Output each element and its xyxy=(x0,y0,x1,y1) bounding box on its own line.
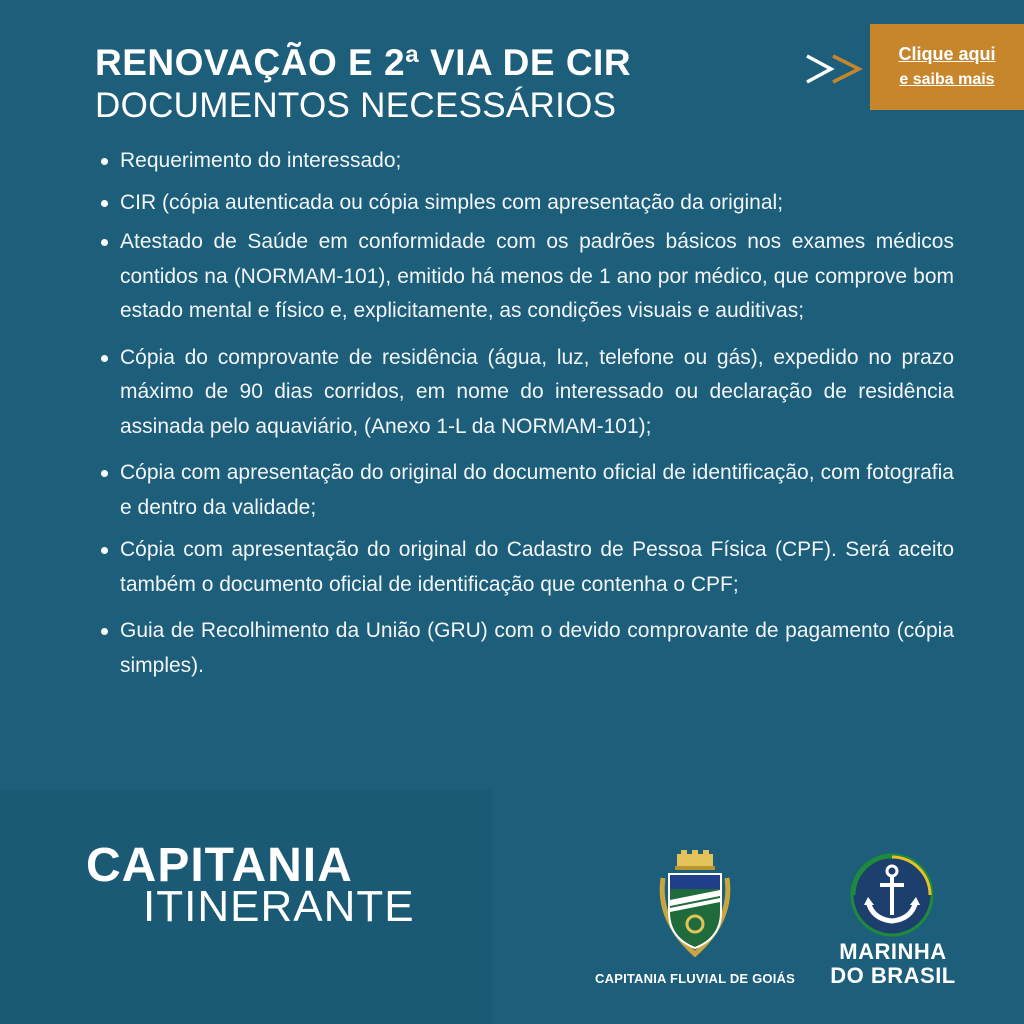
navy-name xyxy=(820,940,966,988)
capitania-crest-icon xyxy=(655,850,735,958)
brand-title-line2: ITINERANTE xyxy=(143,882,415,931)
navy-name-line2: DO BRASIL xyxy=(830,963,956,988)
list-item: Atestado de Saúde em conformidade com os padrões básicos nos exames médicos contidos na (NORMAM-101), emitido há menos de 1 ano por médico, que comprove bom estado mental e físico e, explicitamente, as condições visuais e auditivas; xyxy=(98,225,954,329)
list-item: Cópia com apresentação do original do documento oficial de identificação, com fotografia e dentro da validade; xyxy=(98,456,954,525)
list-item: Cópia do comprovante de residência (água, luz, telefone ou gás), expedido no prazo máximo de 90 dias corridos, em nome do interessado ou declaração de residência assinada pelo aquaviário, (Anexo 1-L da NORMAM-101); xyxy=(98,341,954,445)
list-item: Cópia com apresentação do original do Cadastro de Pessoa Física (CPF). Será aceito também o documento oficial de identificação que contenha o CPF; xyxy=(98,533,954,602)
learn-more-line1: Clique aqui xyxy=(898,44,996,64)
list-item: Guia de Recolhimento da União (GRU) com o devido comprovante de pagamento (cópia simples). xyxy=(98,614,954,683)
navy-name-line1: MARINHA xyxy=(839,939,947,964)
list-item: Requerimento do interessado; xyxy=(98,144,954,179)
page-title: RENOVAÇÃO E 2ª VIA DE CIR xyxy=(95,42,632,83)
page-subtitle: DOCUMENTOS NECESSÁRIOS xyxy=(95,86,617,125)
list-item: CIR (cópia autenticada ou cópia simples com apresentação da original; xyxy=(98,186,954,221)
double-chevron-right-icon xyxy=(804,52,866,86)
crest-caption: CAPITANIA FLUVIAL DE GOIÁS xyxy=(595,971,795,986)
learn-more-line2: e saiba mais xyxy=(899,71,995,88)
requirements-list xyxy=(98,144,954,683)
anchor-icon xyxy=(850,853,934,937)
brand-title-line1: CAPITANIA xyxy=(86,839,353,892)
learn-more-button[interactable] xyxy=(870,24,1024,110)
